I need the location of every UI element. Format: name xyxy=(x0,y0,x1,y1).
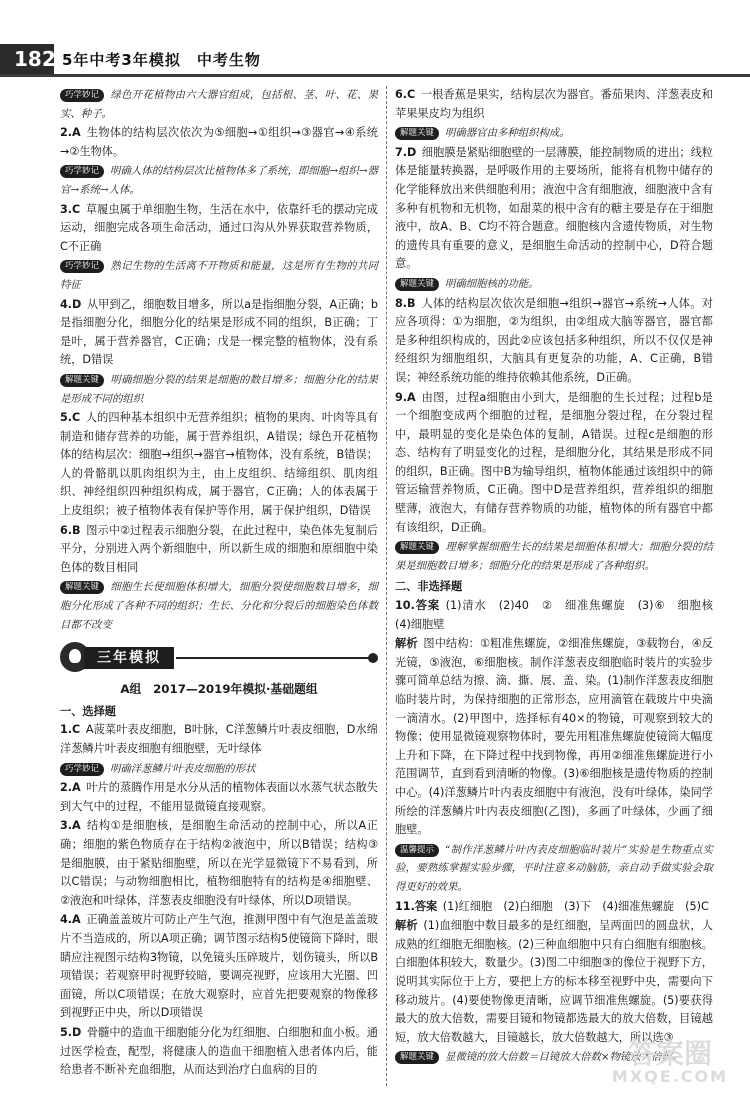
answer-text: 结构①是细胞核，是细胞生命活动的控制中心，所以A正确；细胞的紫色物质存在于结构②液泡中，所以B错误；结构③是细胞膜，由于紧贴细胞壁，所以在光学显微镜下不易看到，所以C错误；与动物细胞相比，植物细胞特有的结构是④细胞壁、②液泡和叶绿体，洋葱表皮细胞没有叶绿体，所以D项错误。 xyxy=(60,819,378,907)
answer-text: (1)血细胞中数目最多的是红细胞，呈两面凹的圆盘状，人成熟的红细胞无细胞核。(2)三种血细胞中只有白细胞有细胞核。白细胞体积较大，数量少。(3)图二中细胞③的像位于视野下方，说明其实际位于上方，要把上方的标本移至视野中央，需要向下移动玻片。(4)要使物像更清晰，应调节细准焦螺旋。(5)要获得最大的放大倍数，需要目镜和物镜都选最大的放大倍数，目镜越短，放大倍数越大，目镜越长，放大倍数越大，所以选③ xyxy=(395,919,713,1044)
tip-text: 明确细胞分裂的结果是细胞的数目增多；细胞分化的结果是形成不同的组织 xyxy=(60,373,378,405)
tip-tag: 巧学妙记 xyxy=(60,260,104,273)
tip-text: 明确细胞核的功能。 xyxy=(445,277,539,290)
answer-text: 图示中②过程表示细胞分裂，在此过程中，染色体先复制后平分，分别进入两个新细胞中，所以新生成的细胞和原细胞中染色体的数目相同 xyxy=(60,523,378,574)
tip-text: “制作洋葱鳞片叶内表皮细胞临时装片”实验是生物重点实验，要熟练掌握实验步骤，平时注意多动脑筋，亲自动手做实验会取得更好的效果。 xyxy=(395,843,713,893)
answer-text: (1)红细胞 (2)白细胞 (3)下 (4)细准焦螺旋 (5)C xyxy=(442,899,709,913)
answer-item xyxy=(60,911,378,1023)
tip-note xyxy=(395,841,713,897)
question-number: 5.D xyxy=(60,1025,82,1039)
question-number: 6.C xyxy=(395,88,416,101)
question-number: 3.A xyxy=(60,819,81,833)
tip-tag: 解题关键 xyxy=(395,1051,439,1064)
tip-note xyxy=(395,124,713,143)
tip-text: 显微镜的放大倍数＝目镜放大倍数×物镜放大倍数。 xyxy=(445,1051,683,1064)
page-number: 182 xyxy=(0,44,54,74)
tip-note xyxy=(60,162,378,199)
section-banner xyxy=(60,642,378,674)
watermark-logo xyxy=(610,1037,730,1095)
answer-text: 人体的结构层次依次是细胞→组织→器官→系统→人体。对应各项得：①为细胞，②为组织，由②组成大脑等器官，器官都是多种组织构成的，因此②应该包括多种组织，所以不仅仅是神经组织为细胞组织，大脑具有更复杂的功能，A、C正确，B错误；神经系统功能的维持依赖其他系统，D正确。 xyxy=(395,296,713,384)
tip-text: 明确洋葱鳞片叶表皮细胞的形状 xyxy=(110,762,256,775)
question-number: 11.答案 xyxy=(395,899,438,913)
section-heading-nonchoice: 二、非选择题 xyxy=(395,580,463,594)
tip-text: 明确人体的结构层次比植物体多了系统，即细胞→组织→器官→系统→人体。 xyxy=(60,165,378,196)
question-number: 2.A xyxy=(60,781,81,795)
answer-text: 叶片的蒸腾作用是水分从活的植物体表面以水蒸气状态散失到大气中的过程，不能用显微镜直接观察。 xyxy=(60,781,378,813)
answer-text: A菠菜叶表皮细胞，B叶脉，C洋葱鳞片叶表皮细胞，D水绵洋葱鳞片叶表皮细胞有细胞壁，无叶绿体 xyxy=(60,723,378,755)
answer-item xyxy=(395,635,713,840)
answer-item xyxy=(60,817,378,910)
banner-label: 三年模拟 xyxy=(84,647,174,669)
question-number: 4.A xyxy=(60,913,81,927)
answer-list xyxy=(395,597,725,1067)
answer-text: 图中结构：①粗准焦螺旋，②细准焦螺旋，③载物台，④反光镜，⑤液泡，⑥细胞核。制作洋葱表皮细胞临时装片的实验步骤可简单总结为擦、滴、撕、展、盖、染。(1)制作洋葱表皮细胞临时装片时，为保持细胞的正常形态，应用滴管在载玻片中央滴一滴清水。(2)甲图中，选择标有40×的物镜，可观察到较大的物像；使用显微镜观察物体时，要先用粗准焦螺旋使镜筒大幅度上升和下降，在下降过程中找到物像，再用②细准焦螺旋进行小范围调节，直到看到清晰的物像。(3)⑥细胞核是遗传物质的控制中心。(4)洋葱鳞片叶内表皮细胞中有液泡，没有叶绿体，染同学所绘的洋葱鳞片叶内表皮细胞(乙图)，多画了叶绿体，少画了细胞壁。 xyxy=(395,637,713,837)
question-number: 1.C xyxy=(60,723,81,737)
answer-item xyxy=(60,1024,378,1080)
answer-text: 由图，过程a细胞由小到大，是细胞的生长过程；过程b是一个细胞变成两个细胞的过程，是细胞分裂过程，在分裂过程中，最明显的变化是染色体的复制，A错误。过程c是细胞的形态、结构有了明显变化的过程，是细胞分化，其结果是形成不同的组织，B正确。图中B为输导组织，植物体能通过该组织中的筛管运输营养物质，C正确。图中D是营养组织，营养组织的细胞壁薄，液泡大，有储存营养物质的功能，植物体的所有器官中都有该组织，D正确。 xyxy=(395,390,713,534)
tip-note xyxy=(60,760,378,779)
answer-text: 从甲到乙，细胞数目增多，所以a是指细胞分裂，A正确；b是指细胞分化，细胞分化的结果是形成不同的组织，B正确；丁是叶，属于营养器官，C正确；戊是一棵完整的植物体，没有系统，D错误 xyxy=(60,297,378,367)
tip-text: 明确器官由多种组织构成。 xyxy=(445,127,570,140)
question-number: 8.B xyxy=(395,296,416,310)
answer-list xyxy=(395,86,713,575)
answer-list xyxy=(60,721,378,1079)
answer-item xyxy=(395,389,713,538)
tip-note xyxy=(60,578,378,634)
answer-item xyxy=(60,721,378,758)
answer-item xyxy=(395,86,713,123)
question-number: 6.B xyxy=(60,523,81,537)
left-column xyxy=(60,86,378,1081)
answer-item xyxy=(60,522,378,578)
question-number: 9.A xyxy=(395,390,416,404)
banner-dot xyxy=(368,653,378,663)
answer-text: 人的四种基本组织中无营养组织；植物的果肉、叶肉等具有制造和储存营养的功能，属于营养组织，A错误；绿色开花植物体的结构层次：细胞→组织→器官→植物体，没有系统，B错误；人的骨骼肌以肌肉组织为主，由上皮组织、结缔组织、肌肉组织、神经组织四种组织构成，属于器官，C正确；人的体表属于上皮组织；被子植物体表有保护等作用，属于保护组织，D错误 xyxy=(60,411,378,518)
tip-tag: 巧学妙记 xyxy=(60,763,104,776)
watermark-text: 答案圈 xyxy=(627,1037,712,1070)
tip-tag: 解题关键 xyxy=(395,541,439,554)
question-number: 4.D xyxy=(60,297,82,311)
answer-item xyxy=(60,124,378,161)
question-number: 7.D xyxy=(395,145,417,159)
answer-item xyxy=(395,144,713,274)
group-title: A组 2017—2019年模拟·基础题组 xyxy=(120,682,318,697)
answer-text: 细胞膜是紧贴细胞壁的一层薄膜，能控制物质的进出；线粒体是能量转换器，是呼吸作用的主要场所，能将有机物中储存的化学能释放出来供细胞利用；液泡中含有细胞液，细胞液中含有多种有机物和无机物，如甜菜的根中含有的糖主要是存在于细胞液中，故A、B、C均不符合题意。细胞核内含遗传物质，对生物的遗传具有重要的意义，是细胞生命活动的控制中心，D符合题意。 xyxy=(395,145,713,271)
tip-text: 理解掌握细胞生长的结果是细胞体积增大；细胞分裂的结果是细胞数目增多；细胞分化的结果是形成了各种组织。 xyxy=(395,541,713,572)
header-rule xyxy=(0,74,750,77)
section-heading-choice: 一、选择题 xyxy=(60,704,116,718)
answer-item xyxy=(395,898,713,917)
answer-item xyxy=(60,296,378,370)
tip-tag: 解题关键 xyxy=(60,374,104,387)
column-divider xyxy=(386,86,387,1086)
tip-note xyxy=(60,371,378,408)
question-number: 解析 xyxy=(395,637,418,651)
answer-item xyxy=(60,409,378,521)
tip-note xyxy=(395,538,713,575)
answer-item xyxy=(395,597,725,634)
question-number: 5.C xyxy=(60,411,81,425)
answer-item xyxy=(60,779,378,816)
answer-text: 骨髓中的造血干细胞能分化为红细胞、白细胞和血小板。通过医学检查，配型，将健康人的造血干细胞植入患者体内后，能给患者不断补充血细胞，从而达到治疗白血病的目的 xyxy=(60,1025,378,1077)
watermark-url: MXQE.COM xyxy=(611,1067,729,1086)
tip-note xyxy=(395,275,713,294)
tip-note xyxy=(60,86,378,123)
banner-rule xyxy=(176,657,372,659)
page-header xyxy=(0,44,750,78)
tip-tag: 温馨提示 xyxy=(395,844,439,857)
answer-text: 生物体的结构层次依次为⑤细胞→①组织→③器官→④系统→②生物体。 xyxy=(60,126,378,158)
question-number: 2.A xyxy=(60,126,81,140)
book-title: 5年中考3年模拟 中考生物 xyxy=(62,51,261,69)
question-number: 3.C xyxy=(60,202,81,216)
answer-text: 正确盖盖玻片可防止产生气泡，推测甲图中有气泡是盖盖玻片不当造成的，所以A项正确；调节图示结构5使镜筒下降时，眼睛应注视图示结构3物镜，以免镜头压碎玻片，划伤镜头，所以B项错误；若观察甲时视野较暗，要调亮视野，应该用大光圈、凹面镜，所以C项错误；在放大观察时，应首先把要观察的物像移到视野正中央，所以D项错误 xyxy=(60,913,378,1020)
answer-text: (1)清水 (2)40 ② 细准焦螺旋 (3)⑥ 细胞核 (4)细胞壁 xyxy=(395,599,725,631)
tip-text: 细胞生长使细胞体积增大，细胞分裂使细胞数目增多，细胞分化形成了各种不同的组织；生长、分化和分裂后的细胞染色体数目都不改变 xyxy=(60,581,378,631)
answer-item xyxy=(395,917,713,1047)
tip-tag: 解题关键 xyxy=(395,127,439,140)
tip-tag: 解题关键 xyxy=(395,278,439,291)
question-number: 10.答案 xyxy=(395,599,440,613)
tip-text: 熟记生物的生活离不开物质和能量，这是所有生物的共同特征 xyxy=(60,260,378,291)
question-number: 解析 xyxy=(395,919,418,933)
tip-note xyxy=(60,257,378,294)
answer-text: 草履虫属于单细胞生物，生活在水中，依靠纤毛的摆动完成运动，细胞完成各项生命活动，通过口沟从外界获取营养物质，C不正确 xyxy=(60,202,378,253)
right-column xyxy=(395,86,725,1068)
answer-item xyxy=(60,201,378,257)
tip-tag: 解题关键 xyxy=(60,581,104,594)
answer-list xyxy=(60,86,378,634)
tip-tag: 巧学妙记 xyxy=(60,165,104,178)
tip-text: 绿色开花植物由六大器官组成，包括根、茎、叶、花、果实、种子。 xyxy=(60,89,378,120)
answer-item xyxy=(395,295,713,388)
answer-text: 一根香蕉是果实，结构层次为器官。番茄果肉、洋葱表皮和苹果果皮均为组织 xyxy=(395,88,713,120)
tip-tag: 巧学妙记 xyxy=(60,89,104,102)
